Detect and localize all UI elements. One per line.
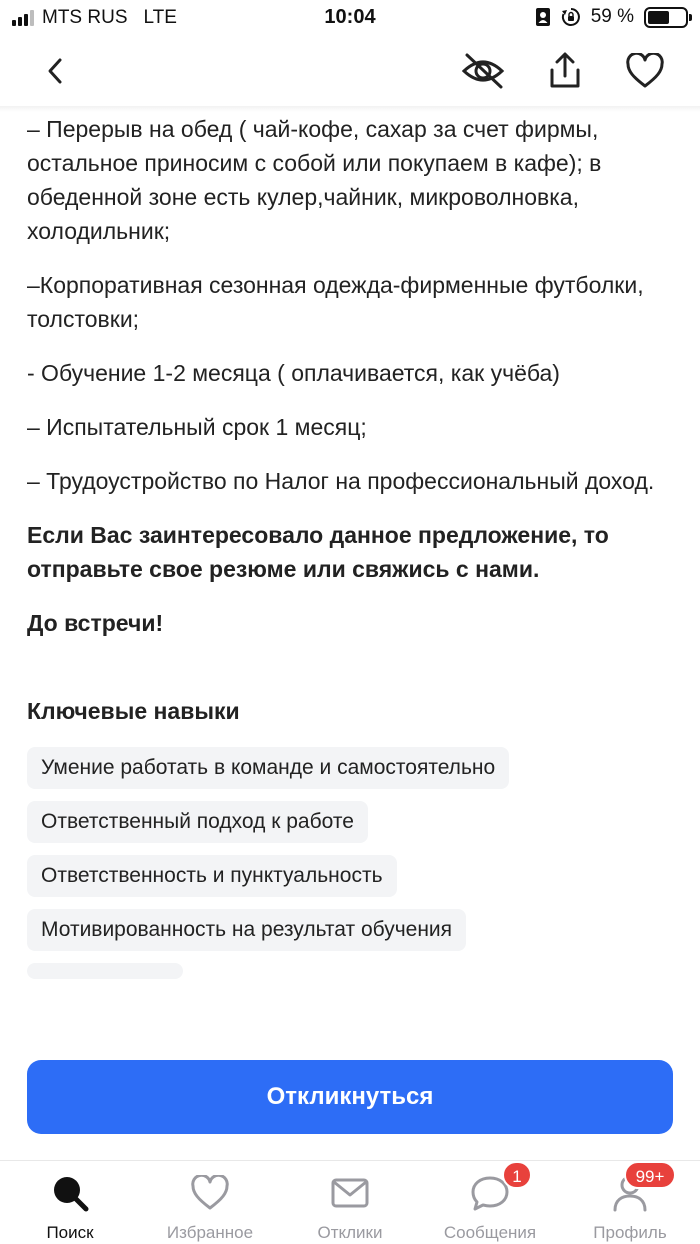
tab-responses-icon-wrap — [328, 1173, 372, 1213]
tab-label: Отклики — [317, 1223, 383, 1242]
skill-chip: Ответственность и пунктуальность — [27, 855, 397, 897]
respond-bar — [0, 1040, 700, 1160]
paragraph-uniform: –Корпоративная сезонная одежда-фирменные футболки, толстовки; — [27, 272, 644, 332]
skill-chip: Ответственный подход к работе — [27, 801, 368, 843]
tab-label: Избранное — [166, 1223, 254, 1242]
carrier-name: MTS RUS — [42, 7, 128, 28]
tab-messages[interactable] — [420, 1167, 560, 1243]
heart-icon — [625, 53, 665, 89]
status-right — [535, 6, 688, 28]
share-button[interactable] — [542, 48, 588, 94]
nav-bar — [0, 36, 700, 106]
battery-fill — [648, 11, 669, 24]
tab-label: Профиль — [593, 1223, 667, 1242]
orientation-lock-icon — [561, 7, 581, 27]
eye-off-icon — [461, 51, 505, 91]
network-type: LTE — [143, 7, 177, 28]
profile-badge: 99+ — [624, 1161, 676, 1189]
tab-search-icon-wrap — [48, 1173, 92, 1213]
status-time: 10:04 — [324, 6, 376, 28]
tab-bar — [0, 1160, 700, 1244]
messages-badge: 1 — [502, 1161, 532, 1189]
tab-label: Поиск — [46, 1223, 94, 1242]
search-icon — [50, 1173, 90, 1213]
skill-chip: Умение работать в команде и самостоятельно — [27, 747, 509, 789]
paragraph-probation: – Испытательный срок 1 месяц; — [27, 414, 367, 440]
share-icon — [548, 52, 582, 90]
heart-icon — [190, 1175, 230, 1211]
envelope-icon — [330, 1177, 370, 1209]
skills-list — [27, 747, 677, 979]
tab-profile-icon-wrap — [608, 1167, 665, 1213]
skills-title: Ключевые навыки — [27, 698, 240, 724]
battery-icon — [644, 7, 688, 28]
tab-search[interactable] — [0, 1173, 140, 1243]
back-button[interactable] — [32, 48, 78, 94]
paragraph-lunch: – Перерыв на обед ( чай-кофе, сахар за счет фирмы, остальное приносим с собой или покупаем в кафе); в обеденной зоне есть кулер,чайник, микроволновка, холодильник; — [27, 116, 602, 244]
paragraph-employment: – Трудоустройство по Налог на профессиональный доход. — [27, 468, 655, 494]
tab-messages-icon-wrap — [468, 1167, 522, 1213]
chevron-left-icon — [46, 57, 64, 85]
battery-percent: 59 % — [590, 6, 634, 27]
paragraph-training: - Обучение 1-2 месяца ( оплачивается, как учёба) — [27, 360, 560, 386]
tab-favorites[interactable] — [140, 1173, 280, 1243]
tab-responses[interactable] — [280, 1173, 420, 1243]
contact-card-icon — [535, 7, 551, 27]
farewell-text: До встречи! — [27, 610, 164, 636]
skill-chip: Мотивированность на результат обучения — [27, 909, 466, 951]
skill-chip-cut-off — [27, 963, 183, 979]
tab-label: Сообщения — [443, 1223, 537, 1242]
vacancy-description — [27, 112, 677, 979]
respond-button[interactable]: Откликнуться — [27, 1060, 673, 1134]
call-to-action-text: Если Вас заинтересовало данное предложение, то отправьте свое резюме или свяжись с нами. — [27, 522, 609, 582]
hide-button[interactable] — [460, 48, 506, 94]
status-bar — [0, 0, 700, 36]
favorite-button[interactable] — [622, 48, 668, 94]
tab-favorites-icon-wrap — [188, 1173, 232, 1213]
tab-profile[interactable] — [560, 1167, 700, 1243]
